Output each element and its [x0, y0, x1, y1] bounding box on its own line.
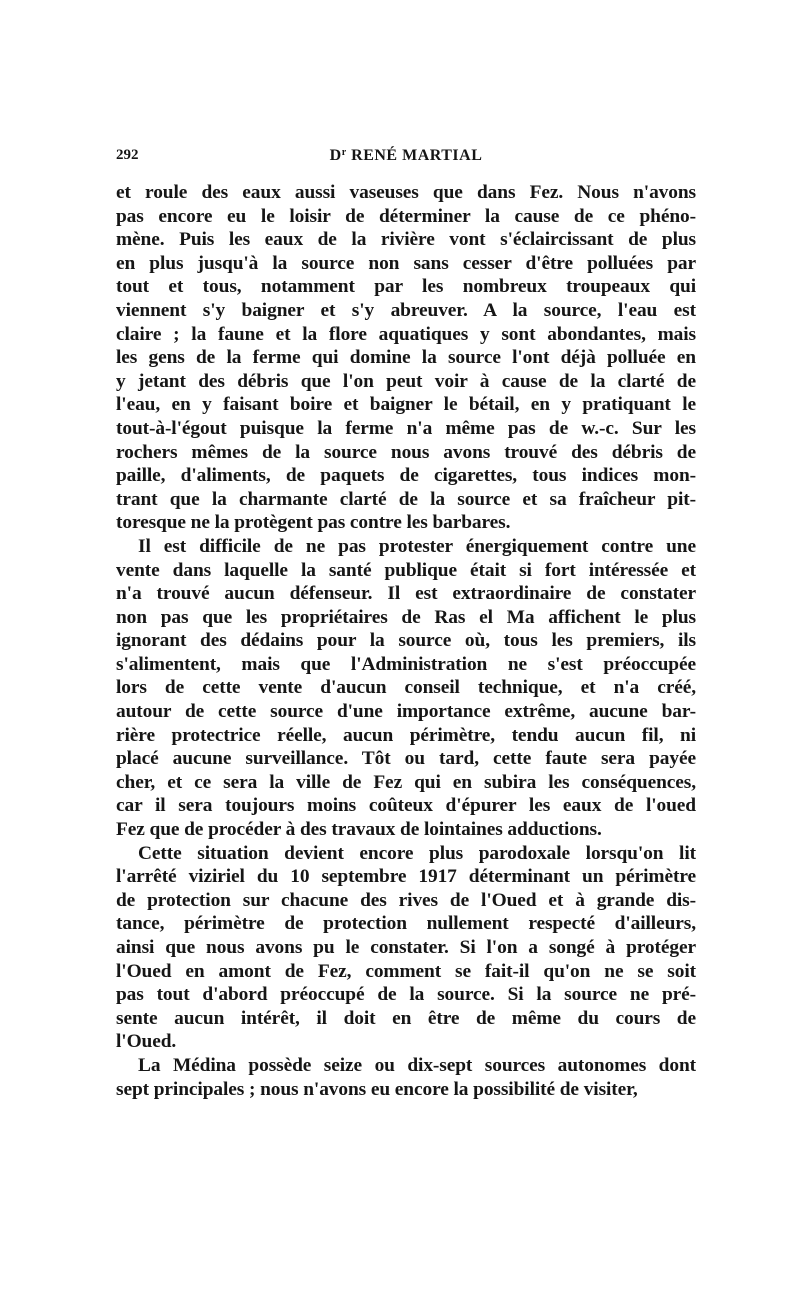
text-line: l'Oued en amont de Fez, comment se fait-il qu'on ne se soit	[116, 960, 696, 982]
text-line: cher, et ce sera la ville de Fez qui en subira les conséquences,	[116, 771, 696, 793]
text-line: autour de cette source d'une importance extrême, aucune bar-	[116, 701, 696, 723]
text-line: tout-à-l'égout puisque la ferme n'a même pas de w.-c. Sur les	[116, 417, 696, 439]
text-line: Fez que de procéder à des travaux de lointaines adductions.	[116, 819, 602, 841]
text-line: ainsi que nous avons pu le constater. Si l'on a songé à protéger	[116, 937, 696, 958]
text-line: en plus jusqu'à la source non sans cesser d'être polluées par	[116, 252, 696, 274]
text-line: vente dans laquelle la santé publique était si fort intéressée et	[116, 559, 696, 581]
text-line: pas tout d'abord préoccupé de la source. Si la source ne pré-	[116, 984, 696, 1006]
text-line: de protection sur chacune des rives de l'Oued et à grande dis-	[116, 889, 696, 911]
text-line: rochers mêmes de la source nous avons trouvé des débris de	[116, 441, 696, 463]
text-line: rière protectrice réelle, aucun périmètre, tendu aucun fil, ni	[116, 724, 696, 746]
body-text	[116, 181, 696, 1101]
text-line: Cette situation devient encore plus parodoxale lorsqu'on lit	[138, 842, 696, 864]
text-line: s'alimentent, mais que l'Administration ne s'est préoccupée	[116, 653, 696, 675]
text-line: sept principales ; nous n'avons eu encore la possibilité de visiter,	[116, 1078, 638, 1100]
author-title-superscript: r	[341, 147, 347, 158]
text-line: l'arrêté viziriel du 10 septembre 1917 déterminant un périmètre	[116, 866, 696, 888]
text-line: Il est difficile de ne pas protester énergiquement contre une	[138, 535, 696, 557]
text-line: car il sera toujours moins coûteux d'épurer les eaux de l'oued	[116, 795, 696, 817]
running-title	[116, 147, 696, 165]
author-name: RENÉ MARTIAL	[346, 147, 483, 164]
running-head	[116, 143, 696, 173]
text-line: n'a trouvé aucun défenseur. Il est extraordinaire de constater	[116, 583, 696, 605]
text-line: sente aucun intérêt, il doit en être de même du cours de	[116, 1007, 696, 1029]
text-line: l'Oued.	[116, 1031, 177, 1053]
text-line: paille, d'aliments, de paquets de cigarettes, tous indices mon-	[116, 465, 696, 487]
text-line: non pas que les propriétaires de Ras el Ma affichent le plus	[116, 606, 696, 628]
paragraph	[116, 181, 696, 535]
text-line: La Médina possède seize ou dix-sept sources autonomes dont	[138, 1054, 696, 1076]
text-line: mène. Puis les eaux de la rivière vont s'éclaircissant de plus	[116, 229, 696, 251]
paragraph	[116, 1054, 696, 1101]
book-page	[116, 143, 696, 1101]
text-line: lors de cette vente d'aucun conseil technique, et n'a créé,	[116, 677, 696, 699]
text-line: viennent s'y baigner et s'y abreuver. A la source, l'eau est	[116, 299, 696, 321]
text-line: claire ; la faune et la flore aquatiques y sont abondantes, mais	[116, 323, 696, 345]
text-line: pas encore eu le loisir de déterminer la cause de ce phéno-	[116, 205, 696, 227]
text-line: ignorant des dédains pour la source où, tous les premiers, ils	[116, 630, 696, 652]
paragraph	[116, 842, 696, 1054]
text-line: l'eau, en y faisant boire et baigner le bétail, en y pratiquant le	[116, 394, 696, 416]
page-number: 292	[116, 147, 139, 163]
author-prefix: D	[329, 147, 342, 164]
text-line: y jetant des débris que l'on peut voir à cause de la clarté de	[116, 370, 696, 392]
text-line: tance, périmètre de protection nullement respecté d'ailleurs,	[116, 913, 696, 935]
text-line: toresque ne la protègent pas contre les barbares.	[116, 512, 511, 534]
text-line: les gens de la ferme qui domine la source l'ont déjà polluée en	[116, 347, 696, 369]
text-line: trant que la charmante clarté de la source et sa fraîcheur pit-	[116, 488, 696, 510]
text-line: placé aucune surveillance. Tôt ou tard, cette faute sera payée	[116, 748, 696, 770]
text-line: et roule des eaux aussi vaseuses que dans Fez. Nous n'avons	[116, 182, 696, 203]
text-line: tout et tous, notamment par les nombreux troupeaux qui	[116, 276, 696, 298]
paragraph	[116, 535, 696, 842]
